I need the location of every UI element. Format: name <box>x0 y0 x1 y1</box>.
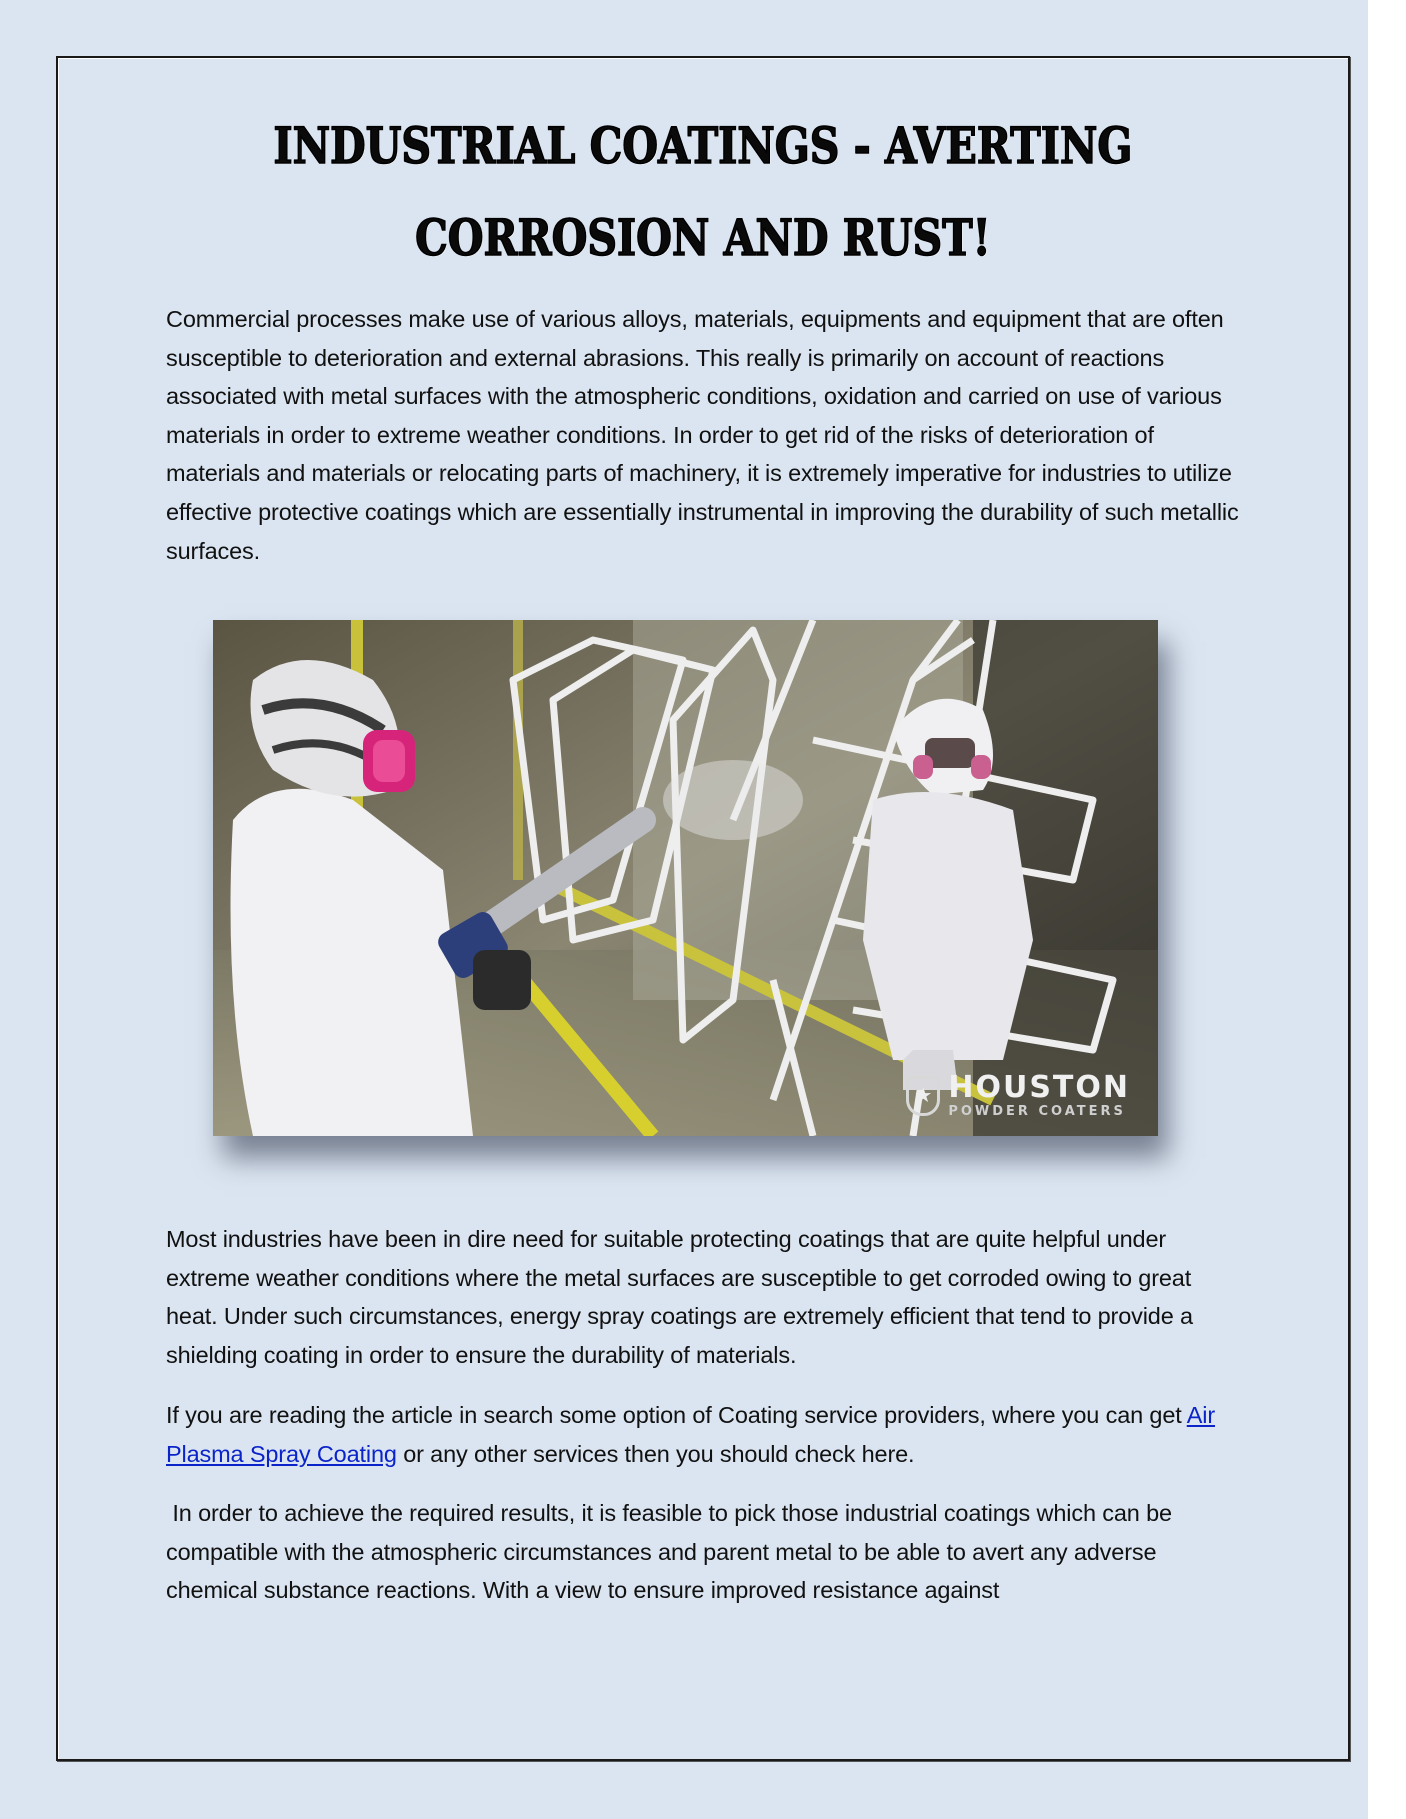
powder-coating-photo-illustration <box>213 620 1158 1136</box>
paragraph-industries: Most industries have been in dire need for suitable protecting coatings that are quite helpful under extreme weather conditions where the metal surfaces are susceptible to get corroded owing to great heat. Under such circumstances, energy spray coatings are extremely efficient that tend to provide a shielding coating in order to ensure the durability of materials. <box>166 1226 1193 1368</box>
logo-main-text: HOUSTON <box>948 1070 1130 1105</box>
link-paragraph-after: or any other services then you should check here. <box>396 1440 915 1467</box>
title-line-2: CORROSION AND RUST! <box>415 208 991 267</box>
paragraph-service-providers <box>166 1396 1246 1473</box>
star-shield-icon: ★ <box>906 1076 940 1116</box>
logo-sub-text: POWDER COATERS <box>948 1104 1126 1119</box>
paragraph-required-results: In order to achieve the required results, it is feasible to pick those industrial coatings which can be compatible with the atmospheric circumstances and parent metal to be able to avert any adverse chemical substance reactions. With a view to ensure improved resistance against <box>166 1500 1179 1604</box>
paragraph-intro: Commercial processes make use of various alloys, materials, equipments and equipment that are often susceptible to deterioration and external abrasions. This really is primarily on account of reactions associated with metal surfaces with the atmospheric conditions, oxidation and carried on use of various materials in order to extreme weather conditions. In order to get rid of the risks of deterioration of materials and materials or relocating parts of machinery, it is extremely imperative for industries to utilize effective protective coatings which are essentially instrumental in improving the durability of such metallic surfaces. <box>166 306 1239 564</box>
air-plasma-spray-coating-link[interactable]: Air Plasma Spray Coating <box>166 1402 1216 1467</box>
houston-powder-coaters-logo <box>906 1070 1130 1119</box>
article-photo <box>213 620 1158 1136</box>
page-title <box>172 100 1233 284</box>
title-line-1: INDUSTRIAL COATINGS - AVERTING <box>273 116 1133 175</box>
link-paragraph-before: If you are reading the article in search some option of Coating service providers, where you can get <box>166 1402 1187 1428</box>
